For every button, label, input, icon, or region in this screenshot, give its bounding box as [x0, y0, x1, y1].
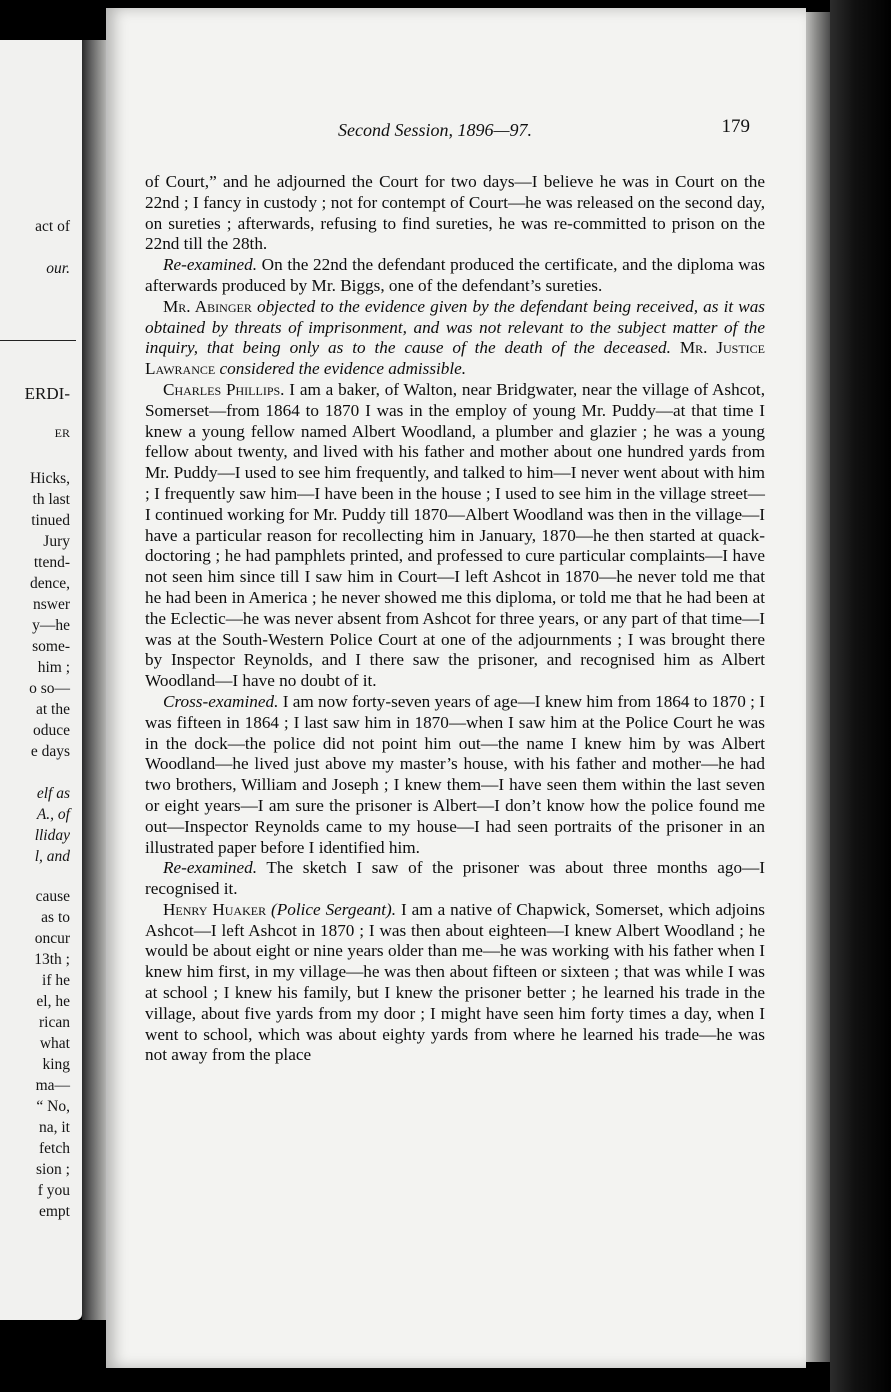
facing-page-fragment: ttend-: [33, 554, 70, 571]
facing-page-fragment: 13th ;: [34, 951, 70, 968]
facing-page-fragment: act of: [35, 218, 70, 235]
facing-page-left: [0, 40, 82, 1320]
ruling-text: considered the evidence admissible.: [215, 359, 467, 379]
facing-page-fragment: as to: [41, 909, 70, 926]
judge-name-lawrance: Mr. Justice Lawrance: [145, 338, 765, 379]
facing-page-fragment: nswer: [32, 596, 70, 613]
facing-page-fragment: cause: [35, 888, 70, 905]
facing-page-fragment: ma—: [35, 1077, 70, 1094]
facing-page-rule: [0, 340, 76, 341]
re-examined-text: On the 22nd the defendant produced the certificate, and the diploma was afterwards produced by Mr. Biggs, one of the defendant’s sureties.: [145, 255, 765, 295]
facing-page-fragment: him ;: [37, 659, 70, 676]
facing-page-fragment: our.: [46, 260, 70, 277]
huaker-testimony: I am a native of Chapwick, Somerset, which adjoins Ashcot—I left Ashcot in 1870 ; I was then about eighteen—I knew Albert Woodland ; he would be about eight or nine years older than me—he was working with his father when I knew him first, in my village—he was then about fifteen or sixteen ; that was while I was at school ; I knew his family, but I knew the prisoner better ; he learned his trade in the village, about five yards from my door ; I might have seen him forty times a day, when I went to school, which was about eighty yards from where he learned his trade—he was not away from the place: [145, 899, 765, 1065]
facing-page-fragment: e days: [30, 743, 70, 760]
facing-page-fragment: rican: [39, 1014, 70, 1031]
facing-page-fragment: “ No,: [36, 1098, 70, 1115]
facing-page-fragment: na, it: [39, 1119, 70, 1136]
objection-text: objected to the evidence given by the defendant being received, as it was obtained by threats of imprisonment, and was not relevant to the subject matter of the inquiry, that being only as to the cause of the death of the deceased.: [145, 296, 765, 358]
running-head: [230, 116, 750, 144]
paragraph-re-examined: [145, 255, 765, 297]
facing-page-fragment: l, and: [34, 848, 70, 865]
cross-examined-text: I am now forty-seven years of age—I knew him from 1864 to 1870 ; I was fifteen in 1864 ; I last saw him in 1870—when I saw him at the Police Court he was in the dock—the police did not point him out—the name I knew him by was Albert Woodland—he lived just above my master’s house, with his father and mother—he had two brothers, William and Joseph ; I knew them—I have seen them within the last seven or eight years—I am sure the prisoner is Albert—I don’t know how the police found me out—Inspector Reynolds came to my house—I had seen portraits of the prisoner in an illustrated paper before I identified him.: [145, 691, 765, 857]
witness-name-huaker: Henry Huaker: [163, 899, 267, 919]
facing-page-fragment: some-: [32, 638, 70, 655]
facing-page-fragment: Hicks,: [29, 470, 70, 487]
facing-page-fragment: tinued: [31, 512, 70, 529]
facing-page-fragment: at the: [36, 701, 70, 718]
paragraph-witness-huaker: [145, 900, 765, 1066]
page-edge: [806, 12, 830, 1362]
paragraph-objection: [145, 297, 765, 380]
facing-page-fragment: o so—: [29, 680, 70, 697]
re-examined-label-2: Re-examined.: [163, 858, 258, 878]
facing-page-fragment: Jury: [43, 533, 70, 550]
witness-name-phillips: Charles Phillips.: [163, 379, 285, 399]
facing-page-fragment: if he: [42, 972, 70, 989]
facing-page-fragment: king: [42, 1056, 70, 1073]
facing-page-fragment: lliday: [34, 827, 70, 844]
dark-background: [830, 0, 891, 1392]
phillips-testimony: I am a baker, of Walton, near Bridgwater, near the village of Ashcot, Somerset—from 1864 to 1870 I was in the employ of young Mr. Puddy—at that time I knew a young fellow named Albert Woodland, a plumber and glazier ; he was a young fellow about twenty, and lived with his father and mother about one hundred yards from Mr. Puddy—I used to see him frequently, and talked to him—I never went about with him ; I frequently saw him—I have been in the house ; I used to see him in the village street—I continued working for Mr. Puddy till 1870—Albert Woodland was then in the village—I have a particular reason for recollecting him in January, 1870—he then started at quack-doctoring ; he had pamphlets printed, and professed to cure particular complaints—I have not seen him since till I saw him in Court—I left Ashcot in 1870—he never told me that he had been in America ; he never showed me this diploma, or told me that he had been at the Eclectic—he was never absent from Ashcot for three years, or any part of that time—I was at the South-Western Police Court at one of the adjournments ; I was brought there by Inspector Reynolds, and I there saw the prisoner, and recognised him as Albert Woodland—I have no doubt of it.: [145, 379, 766, 691]
facing-page-fragment: ERDI-: [24, 384, 70, 403]
facing-page-fragment: oncur: [34, 930, 70, 947]
facing-page-fragment: what: [39, 1035, 70, 1052]
witness-role-huaker: (Police Sergeant).: [266, 899, 397, 919]
facing-page-fragment: ER: [54, 426, 70, 440]
facing-page-fragment: sion ;: [35, 1161, 70, 1178]
paragraph-re-examined-2: [145, 858, 765, 900]
facing-page-fragment: fetch: [39, 1140, 70, 1157]
re-examined-text-2: The sketch I saw of the prisoner was about three months ago—I recognised it.: [145, 858, 765, 899]
paragraph-witness-phillips: [145, 380, 765, 692]
paragraph-continuation: of Court,” and he adjourned the Court for two days—I believe he was in Court on the 22nd ; I fancy in custody ; not for contempt of Court—he was released on the second day, on sureties ; afterwards, refusing to find sureties, he was re-committed to prison on the 22nd till the 28th.: [145, 172, 765, 254]
facing-page-fragment: y—he: [32, 617, 70, 634]
re-examined-label: Re-examined.: [163, 255, 258, 275]
facing-page-fragment: f you: [37, 1182, 70, 1199]
paragraph-cross-examined: [145, 692, 765, 858]
facing-page-fragment: dence,: [29, 575, 70, 592]
facing-page-fragment: empt: [39, 1203, 70, 1220]
page-number: 179: [721, 116, 750, 137]
page-body-text: [145, 172, 765, 1066]
facing-page-fragment: th last: [32, 491, 70, 508]
facing-page-fragment: oduce: [32, 722, 70, 739]
cross-examined-label: Cross-examined.: [163, 691, 279, 711]
running-head-title: Second Session, 1896—97.: [338, 120, 532, 140]
facing-page-fragment: elf as: [36, 785, 70, 802]
facing-page-fragment: A., of: [36, 806, 70, 823]
facing-page-fragment: el, he: [36, 993, 70, 1010]
counsel-name-abinger: Mr. Abinger: [163, 296, 252, 316]
